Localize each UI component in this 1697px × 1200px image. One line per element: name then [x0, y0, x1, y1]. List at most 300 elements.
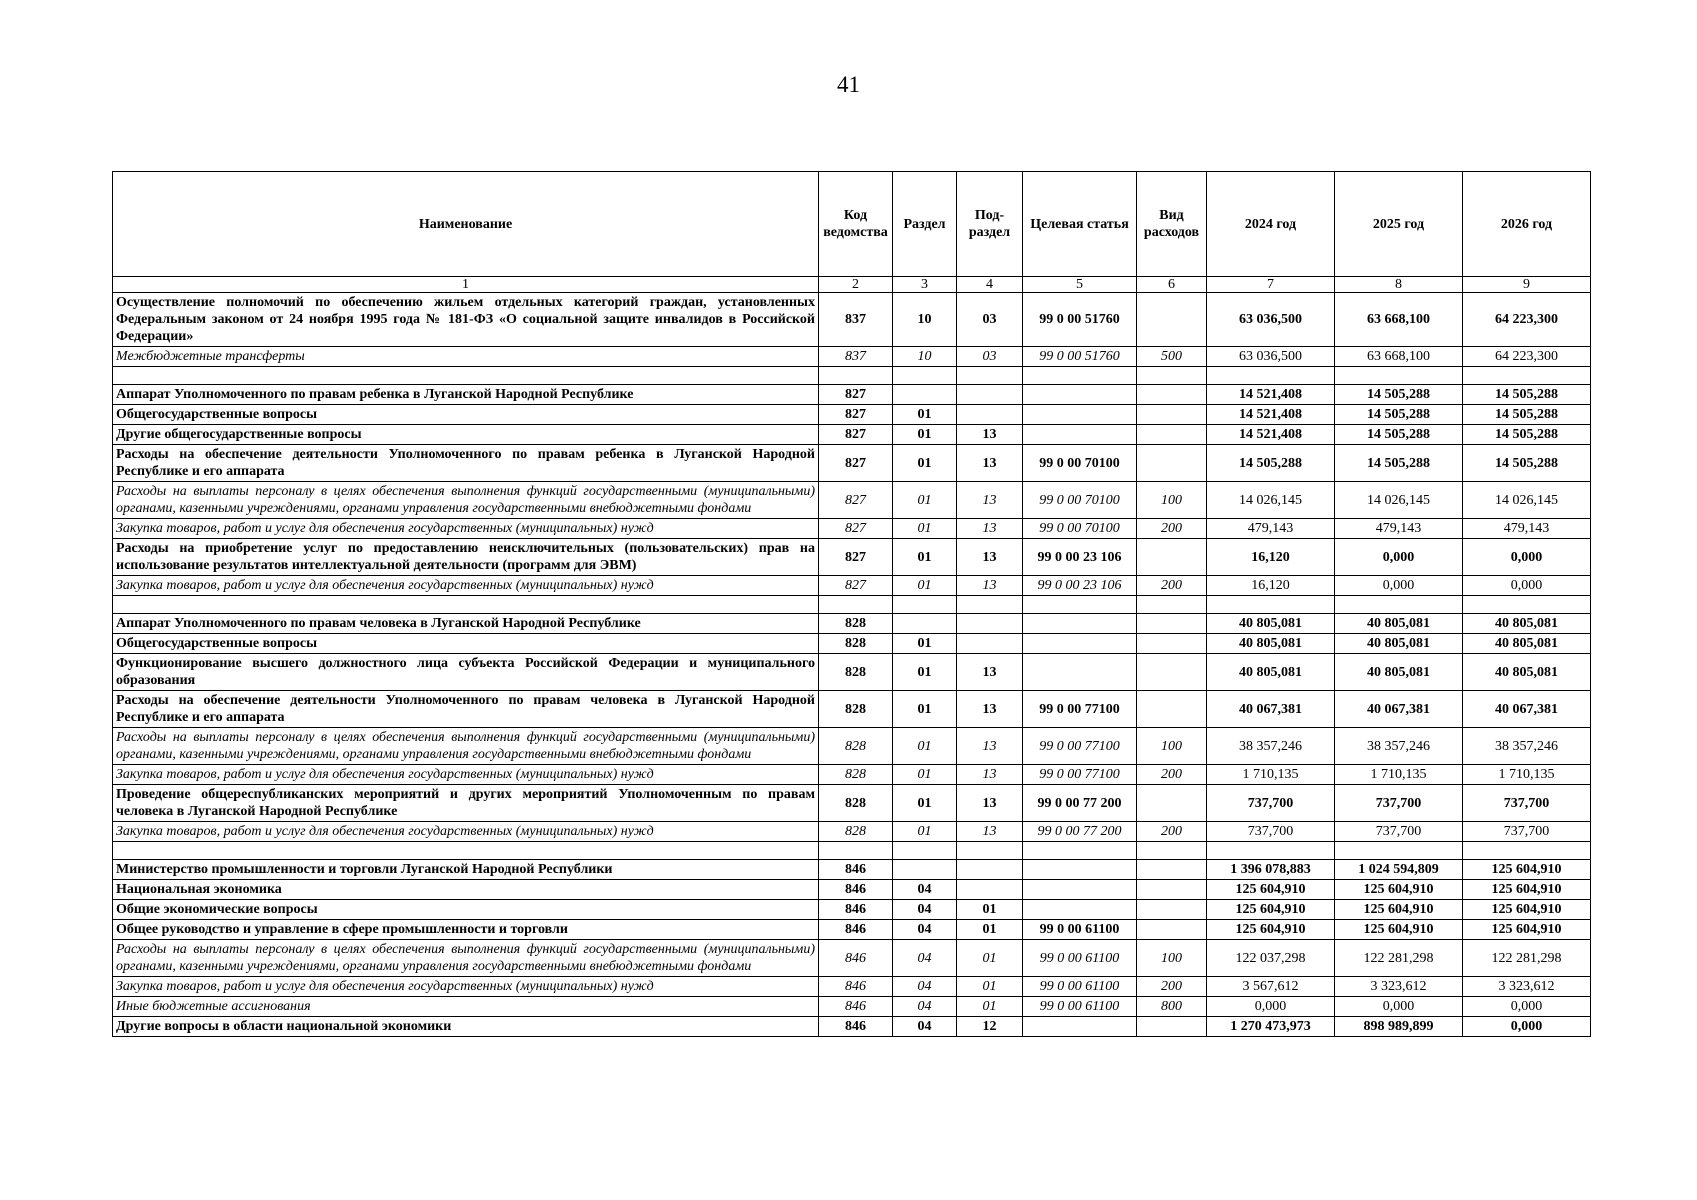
cell-subsection: 13 [957, 765, 1023, 785]
cell-2024: 16,120 [1207, 576, 1335, 596]
cell-target-article [1023, 880, 1137, 900]
cell-section [893, 842, 957, 860]
cell-2024: 1 270 473,973 [1207, 1017, 1335, 1037]
page-number: 41 [837, 72, 860, 97]
cell-2024: 40 067,381 [1207, 691, 1335, 728]
cell-section: 10 [893, 293, 957, 347]
cell-2024: 14 521,408 [1207, 425, 1335, 445]
cell-subsection: 01 [957, 900, 1023, 920]
cell-2024: 40 805,081 [1207, 614, 1335, 634]
cell-name: Закупка товаров, работ и услуг для обеспечения государственных (муниципальных) нужд [113, 977, 819, 997]
spacer-row [113, 842, 1591, 860]
cell-target-article [1023, 634, 1137, 654]
cell-dept-code: 837 [819, 347, 893, 367]
cell-2026: 40 805,081 [1463, 634, 1591, 654]
table-row [113, 385, 1591, 405]
cell-expense-type [1137, 691, 1207, 728]
cell-subsection: 13 [957, 445, 1023, 482]
cell-2025: 1 024 594,809 [1335, 860, 1463, 880]
cell-target-article [1023, 405, 1137, 425]
cell-expense-type [1137, 654, 1207, 691]
cell-expense-type [1137, 614, 1207, 634]
cell-2026: 14 505,288 [1463, 405, 1591, 425]
table-row [113, 634, 1591, 654]
cell-2024: 14 505,288 [1207, 445, 1335, 482]
cell-2025: 737,700 [1335, 785, 1463, 822]
cell-expense-type [1137, 425, 1207, 445]
cell-2026: 40 805,081 [1463, 614, 1591, 634]
cell-dept-code [819, 367, 893, 385]
cell-dept-code: 828 [819, 728, 893, 765]
cell-subsection: 03 [957, 347, 1023, 367]
cell-subsection: 13 [957, 728, 1023, 765]
cell-expense-type [1137, 367, 1207, 385]
cell-dept-code: 827 [819, 539, 893, 576]
cell-section: 04 [893, 977, 957, 997]
cell-2025: 1 710,135 [1335, 765, 1463, 785]
cell-2026 [1463, 842, 1591, 860]
cell-2025: 40 805,081 [1335, 634, 1463, 654]
cell-subsection: 01 [957, 977, 1023, 997]
cell-2025: 125 604,910 [1335, 880, 1463, 900]
cell-target-article: 99 0 00 77100 [1023, 691, 1137, 728]
cell-section: 01 [893, 785, 957, 822]
cell-2024: 1 710,135 [1207, 765, 1335, 785]
table-row [113, 539, 1591, 576]
cell-target-article: 99 0 00 70100 [1023, 482, 1137, 519]
cell-2024: 14 026,145 [1207, 482, 1335, 519]
cell-2024: 479,143 [1207, 519, 1335, 539]
cell-name: Общегосударственные вопросы [113, 405, 819, 425]
cell-dept-code: 846 [819, 997, 893, 1017]
cell-expense-type: 800 [1137, 997, 1207, 1017]
cell-subsection: 12 [957, 1017, 1023, 1037]
cell-name: Общее руководство и управление в сфере промышленности и торговли [113, 920, 819, 940]
column-number: 5 [1023, 277, 1137, 293]
cell-section: 01 [893, 519, 957, 539]
cell-section [893, 614, 957, 634]
cell-2026: 0,000 [1463, 1017, 1591, 1037]
cell-name: Проведение общереспубликанских мероприятий и других мероприятий Уполномоченным по правам человека в Луганской Народной Республике [113, 785, 819, 822]
table-row [113, 347, 1591, 367]
cell-2025 [1335, 596, 1463, 614]
cell-2025: 3 323,612 [1335, 977, 1463, 997]
cell-dept-code: 846 [819, 977, 893, 997]
cell-2025: 14 505,288 [1335, 425, 1463, 445]
cell-name: Осуществление полномочий по обеспечению жильем отдельных категорий граждан, установленных Федеральным законом от 24 ноября 1995 года № 181-ФЗ «О социальной защите инвалидов в Российской Федерации» [113, 293, 819, 347]
table-row [113, 482, 1591, 519]
table-row [113, 425, 1591, 445]
table-row [113, 785, 1591, 822]
cell-target-article: 99 0 00 70100 [1023, 445, 1137, 482]
header-section: Раздел [893, 172, 957, 277]
table-row [113, 940, 1591, 977]
table-row [113, 293, 1591, 347]
cell-target-article: 99 0 00 77 200 [1023, 785, 1137, 822]
column-number: 1 [113, 277, 819, 293]
cell-subsection: 13 [957, 539, 1023, 576]
table-row [113, 765, 1591, 785]
cell-2026 [1463, 596, 1591, 614]
header-row [113, 172, 1591, 277]
cell-2024: 737,700 [1207, 785, 1335, 822]
cell-expense-type [1137, 539, 1207, 576]
cell-name: Общие экономические вопросы [113, 900, 819, 920]
cell-2025: 125 604,910 [1335, 900, 1463, 920]
cell-name [113, 596, 819, 614]
header-expense-type: Вид расходов [1137, 172, 1207, 277]
cell-expense-type: 200 [1137, 765, 1207, 785]
cell-target-article [1023, 614, 1137, 634]
cell-expense-type: 100 [1137, 940, 1207, 977]
cell-2026: 0,000 [1463, 539, 1591, 576]
cell-2025: 14 505,288 [1335, 405, 1463, 425]
cell-section: 01 [893, 405, 957, 425]
cell-section: 01 [893, 425, 957, 445]
cell-target-article: 99 0 00 51760 [1023, 347, 1137, 367]
cell-subsection: 01 [957, 997, 1023, 1017]
cell-2024: 1 396 078,883 [1207, 860, 1335, 880]
cell-2024 [1207, 596, 1335, 614]
cell-expense-type: 100 [1137, 482, 1207, 519]
cell-subsection [957, 880, 1023, 900]
cell-2025: 14 026,145 [1335, 482, 1463, 519]
cell-2026: 0,000 [1463, 576, 1591, 596]
cell-target-article [1023, 1017, 1137, 1037]
cell-dept-code: 827 [819, 519, 893, 539]
cell-2025 [1335, 842, 1463, 860]
cell-dept-code: 827 [819, 576, 893, 596]
cell-2026: 40 067,381 [1463, 691, 1591, 728]
cell-dept-code: 828 [819, 765, 893, 785]
cell-dept-code: 846 [819, 1017, 893, 1037]
cell-expense-type [1137, 785, 1207, 822]
cell-dept-code: 846 [819, 900, 893, 920]
cell-dept-code: 827 [819, 425, 893, 445]
cell-subsection [957, 614, 1023, 634]
cell-2025: 40 805,081 [1335, 614, 1463, 634]
cell-name [113, 367, 819, 385]
cell-target-article: 99 0 00 61100 [1023, 977, 1137, 997]
cell-section [893, 596, 957, 614]
cell-target-article: 99 0 00 23 106 [1023, 539, 1137, 576]
cell-2025: 14 505,288 [1335, 445, 1463, 482]
cell-name: Закупка товаров, работ и услуг для обеспечения государственных (муниципальных) нужд [113, 519, 819, 539]
cell-name: Аппарат Уполномоченного по правам человека в Луганской Народной Республике [113, 614, 819, 634]
cell-section: 01 [893, 654, 957, 691]
cell-2026: 14 505,288 [1463, 425, 1591, 445]
cell-target-article [1023, 367, 1137, 385]
table-row [113, 900, 1591, 920]
cell-expense-type: 200 [1137, 519, 1207, 539]
cell-section [893, 385, 957, 405]
header-target-article: Целевая статья [1023, 172, 1137, 277]
cell-2024: 122 037,298 [1207, 940, 1335, 977]
cell-2025: 63 668,100 [1335, 347, 1463, 367]
header-subsection: Под-раздел [957, 172, 1023, 277]
cell-section: 01 [893, 539, 957, 576]
cell-expense-type: 200 [1137, 977, 1207, 997]
cell-expense-type: 100 [1137, 728, 1207, 765]
cell-section: 04 [893, 920, 957, 940]
cell-subsection: 13 [957, 822, 1023, 842]
table-row [113, 880, 1591, 900]
cell-2026: 125 604,910 [1463, 900, 1591, 920]
cell-target-article: 99 0 00 23 106 [1023, 576, 1137, 596]
cell-2026: 64 223,300 [1463, 293, 1591, 347]
column-number: 9 [1463, 277, 1591, 293]
spacer-row [113, 367, 1591, 385]
cell-name: Расходы на выплаты персоналу в целях обеспечения выполнения функций государственными (муниципальными) органами, казенными учреждениями, органами управления государственными внебюджетными фондами [113, 940, 819, 977]
cell-2024 [1207, 367, 1335, 385]
table-row [113, 920, 1591, 940]
header-name: Наименование [113, 172, 819, 277]
cell-2024: 0,000 [1207, 997, 1335, 1017]
cell-2026: 3 323,612 [1463, 977, 1591, 997]
cell-expense-type [1137, 900, 1207, 920]
cell-2026: 14 505,288 [1463, 385, 1591, 405]
table-row [113, 614, 1591, 634]
cell-expense-type [1137, 842, 1207, 860]
column-number: 8 [1335, 277, 1463, 293]
cell-2024: 737,700 [1207, 822, 1335, 842]
cell-section: 01 [893, 576, 957, 596]
cell-subsection [957, 405, 1023, 425]
cell-2026: 125 604,910 [1463, 880, 1591, 900]
cell-target-article: 99 0 00 61100 [1023, 997, 1137, 1017]
cell-2025: 125 604,910 [1335, 920, 1463, 940]
cell-expense-type: 200 [1137, 822, 1207, 842]
cell-2024: 3 567,612 [1207, 977, 1335, 997]
cell-dept-code [819, 842, 893, 860]
cell-2026: 479,143 [1463, 519, 1591, 539]
cell-section: 01 [893, 634, 957, 654]
cell-target-article [1023, 654, 1137, 691]
cell-2024 [1207, 842, 1335, 860]
cell-2025: 0,000 [1335, 997, 1463, 1017]
cell-2026: 14 026,145 [1463, 482, 1591, 519]
cell-subsection [957, 860, 1023, 880]
cell-dept-code [819, 596, 893, 614]
cell-target-article: 99 0 00 51760 [1023, 293, 1137, 347]
cell-dept-code: 846 [819, 860, 893, 880]
cell-target-article [1023, 900, 1137, 920]
cell-subsection: 13 [957, 785, 1023, 822]
cell-2026: 64 223,300 [1463, 347, 1591, 367]
cell-subsection: 13 [957, 519, 1023, 539]
cell-target-article: 99 0 00 61100 [1023, 920, 1137, 940]
cell-target-article: 99 0 00 70100 [1023, 519, 1137, 539]
cell-target-article [1023, 425, 1137, 445]
cell-name: Иные бюджетные ассигнования [113, 997, 819, 1017]
spacer-row [113, 596, 1591, 614]
cell-2026: 38 357,246 [1463, 728, 1591, 765]
cell-name: Аппарат Уполномоченного по правам ребенка в Луганской Народной Республике [113, 385, 819, 405]
cell-name: Расходы на приобретение услуг по предоставлению неисключительных (пользовательских) прав на использование результатов интеллектуальной деятельности (программ для ЭВМ) [113, 539, 819, 576]
cell-dept-code: 846 [819, 940, 893, 977]
cell-expense-type [1137, 405, 1207, 425]
cell-2025: 14 505,288 [1335, 385, 1463, 405]
cell-2024: 125 604,910 [1207, 900, 1335, 920]
cell-name [113, 842, 819, 860]
cell-2024: 14 521,408 [1207, 385, 1335, 405]
cell-2025: 122 281,298 [1335, 940, 1463, 977]
cell-target-article [1023, 385, 1137, 405]
cell-dept-code: 827 [819, 482, 893, 519]
cell-2024: 63 036,500 [1207, 293, 1335, 347]
cell-section: 04 [893, 940, 957, 977]
header-year-2026: 2026 год [1463, 172, 1591, 277]
cell-subsection [957, 367, 1023, 385]
column-number: 4 [957, 277, 1023, 293]
cell-expense-type [1137, 920, 1207, 940]
header-dept-code: Код ведомства [819, 172, 893, 277]
cell-section: 01 [893, 482, 957, 519]
cell-subsection: 13 [957, 482, 1023, 519]
cell-section: 01 [893, 765, 957, 785]
cell-subsection [957, 842, 1023, 860]
cell-dept-code: 846 [819, 880, 893, 900]
header-year-2025: 2025 год [1335, 172, 1463, 277]
cell-section: 01 [893, 445, 957, 482]
table-row [113, 445, 1591, 482]
table-row [113, 576, 1591, 596]
cell-section: 10 [893, 347, 957, 367]
cell-target-article: 99 0 00 77 200 [1023, 822, 1137, 842]
cell-target-article: 99 0 00 77100 [1023, 728, 1137, 765]
cell-2026: 14 505,288 [1463, 445, 1591, 482]
cell-2026: 737,700 [1463, 785, 1591, 822]
table-row [113, 519, 1591, 539]
cell-2025: 0,000 [1335, 576, 1463, 596]
cell-2026: 125 604,910 [1463, 920, 1591, 940]
table-row [113, 977, 1591, 997]
cell-subsection: 13 [957, 691, 1023, 728]
cell-subsection: 03 [957, 293, 1023, 347]
column-number: 2 [819, 277, 893, 293]
cell-expense-type [1137, 1017, 1207, 1037]
cell-2024: 125 604,910 [1207, 880, 1335, 900]
cell-2024: 38 357,246 [1207, 728, 1335, 765]
cell-2024: 40 805,081 [1207, 654, 1335, 691]
cell-2024: 125 604,910 [1207, 920, 1335, 940]
cell-section: 01 [893, 822, 957, 842]
cell-2025: 0,000 [1335, 539, 1463, 576]
table-row [113, 691, 1591, 728]
cell-target-article [1023, 842, 1137, 860]
table-row [113, 997, 1591, 1017]
column-number-row [113, 277, 1591, 293]
cell-expense-type: 200 [1137, 576, 1207, 596]
column-number: 7 [1207, 277, 1335, 293]
budget-table [112, 171, 1591, 1037]
cell-2026: 0,000 [1463, 997, 1591, 1017]
cell-section [893, 367, 957, 385]
cell-section [893, 860, 957, 880]
cell-name: Расходы на обеспечение деятельности Уполномоченного по правам ребенка в Луганской Народной Республике и его аппарата [113, 445, 819, 482]
cell-dept-code: 828 [819, 822, 893, 842]
cell-name: Закупка товаров, работ и услуг для обеспечения государственных (муниципальных) нужд [113, 822, 819, 842]
cell-2026: 122 281,298 [1463, 940, 1591, 977]
cell-2025: 63 668,100 [1335, 293, 1463, 347]
cell-subsection [957, 596, 1023, 614]
cell-2025: 479,143 [1335, 519, 1463, 539]
cell-expense-type [1137, 293, 1207, 347]
cell-expense-type [1137, 596, 1207, 614]
cell-2024: 14 521,408 [1207, 405, 1335, 425]
cell-section: 04 [893, 1017, 957, 1037]
cell-2024: 40 805,081 [1207, 634, 1335, 654]
cell-target-article [1023, 596, 1137, 614]
table-row [113, 728, 1591, 765]
cell-expense-type [1137, 445, 1207, 482]
cell-name: Другие общегосударственные вопросы [113, 425, 819, 445]
cell-expense-type [1137, 880, 1207, 900]
cell-expense-type: 500 [1137, 347, 1207, 367]
header-year-2024: 2024 год [1207, 172, 1335, 277]
cell-expense-type [1137, 860, 1207, 880]
cell-target-article [1023, 860, 1137, 880]
cell-2025: 40 805,081 [1335, 654, 1463, 691]
cell-target-article: 99 0 00 77100 [1023, 765, 1137, 785]
cell-subsection: 13 [957, 425, 1023, 445]
cell-dept-code: 827 [819, 445, 893, 482]
cell-subsection [957, 634, 1023, 654]
cell-dept-code: 828 [819, 691, 893, 728]
cell-2025: 40 067,381 [1335, 691, 1463, 728]
cell-name: Другие вопросы в области национальной экономики [113, 1017, 819, 1037]
table-row [113, 405, 1591, 425]
cell-dept-code: 828 [819, 785, 893, 822]
cell-section: 04 [893, 997, 957, 1017]
cell-section: 04 [893, 880, 957, 900]
cell-subsection: 01 [957, 940, 1023, 977]
column-number: 6 [1137, 277, 1207, 293]
cell-subsection: 01 [957, 920, 1023, 940]
cell-dept-code: 828 [819, 634, 893, 654]
cell-subsection [957, 385, 1023, 405]
cell-dept-code: 827 [819, 385, 893, 405]
cell-subsection: 13 [957, 654, 1023, 691]
cell-name: Расходы на выплаты персоналу в целях обеспечения выполнения функций государственными (муниципальными) органами, казенными учреждениями, органами управления государственными внебюджетными фондами [113, 482, 819, 519]
table-body [113, 293, 1591, 1037]
cell-dept-code: 828 [819, 614, 893, 634]
cell-dept-code: 828 [819, 654, 893, 691]
cell-2025: 737,700 [1335, 822, 1463, 842]
cell-name: Межбюджетные трансферты [113, 347, 819, 367]
cell-2024: 63 036,500 [1207, 347, 1335, 367]
table-row [113, 654, 1591, 691]
cell-name: Общегосударственные вопросы [113, 634, 819, 654]
table-row [113, 860, 1591, 880]
cell-dept-code: 837 [819, 293, 893, 347]
table-row [113, 1017, 1591, 1037]
cell-expense-type [1137, 634, 1207, 654]
cell-2026: 40 805,081 [1463, 654, 1591, 691]
cell-name: Министерство промышленности и торговли Луганской Народной Республики [113, 860, 819, 880]
cell-subsection: 13 [957, 576, 1023, 596]
cell-section: 01 [893, 691, 957, 728]
cell-expense-type [1137, 385, 1207, 405]
cell-2026: 737,700 [1463, 822, 1591, 842]
cell-2026: 125 604,910 [1463, 860, 1591, 880]
cell-section: 01 [893, 728, 957, 765]
cell-2024: 16,120 [1207, 539, 1335, 576]
cell-dept-code: 846 [819, 920, 893, 940]
cell-2025: 38 357,246 [1335, 728, 1463, 765]
cell-2025: 898 989,899 [1335, 1017, 1463, 1037]
cell-target-article: 99 0 00 61100 [1023, 940, 1137, 977]
